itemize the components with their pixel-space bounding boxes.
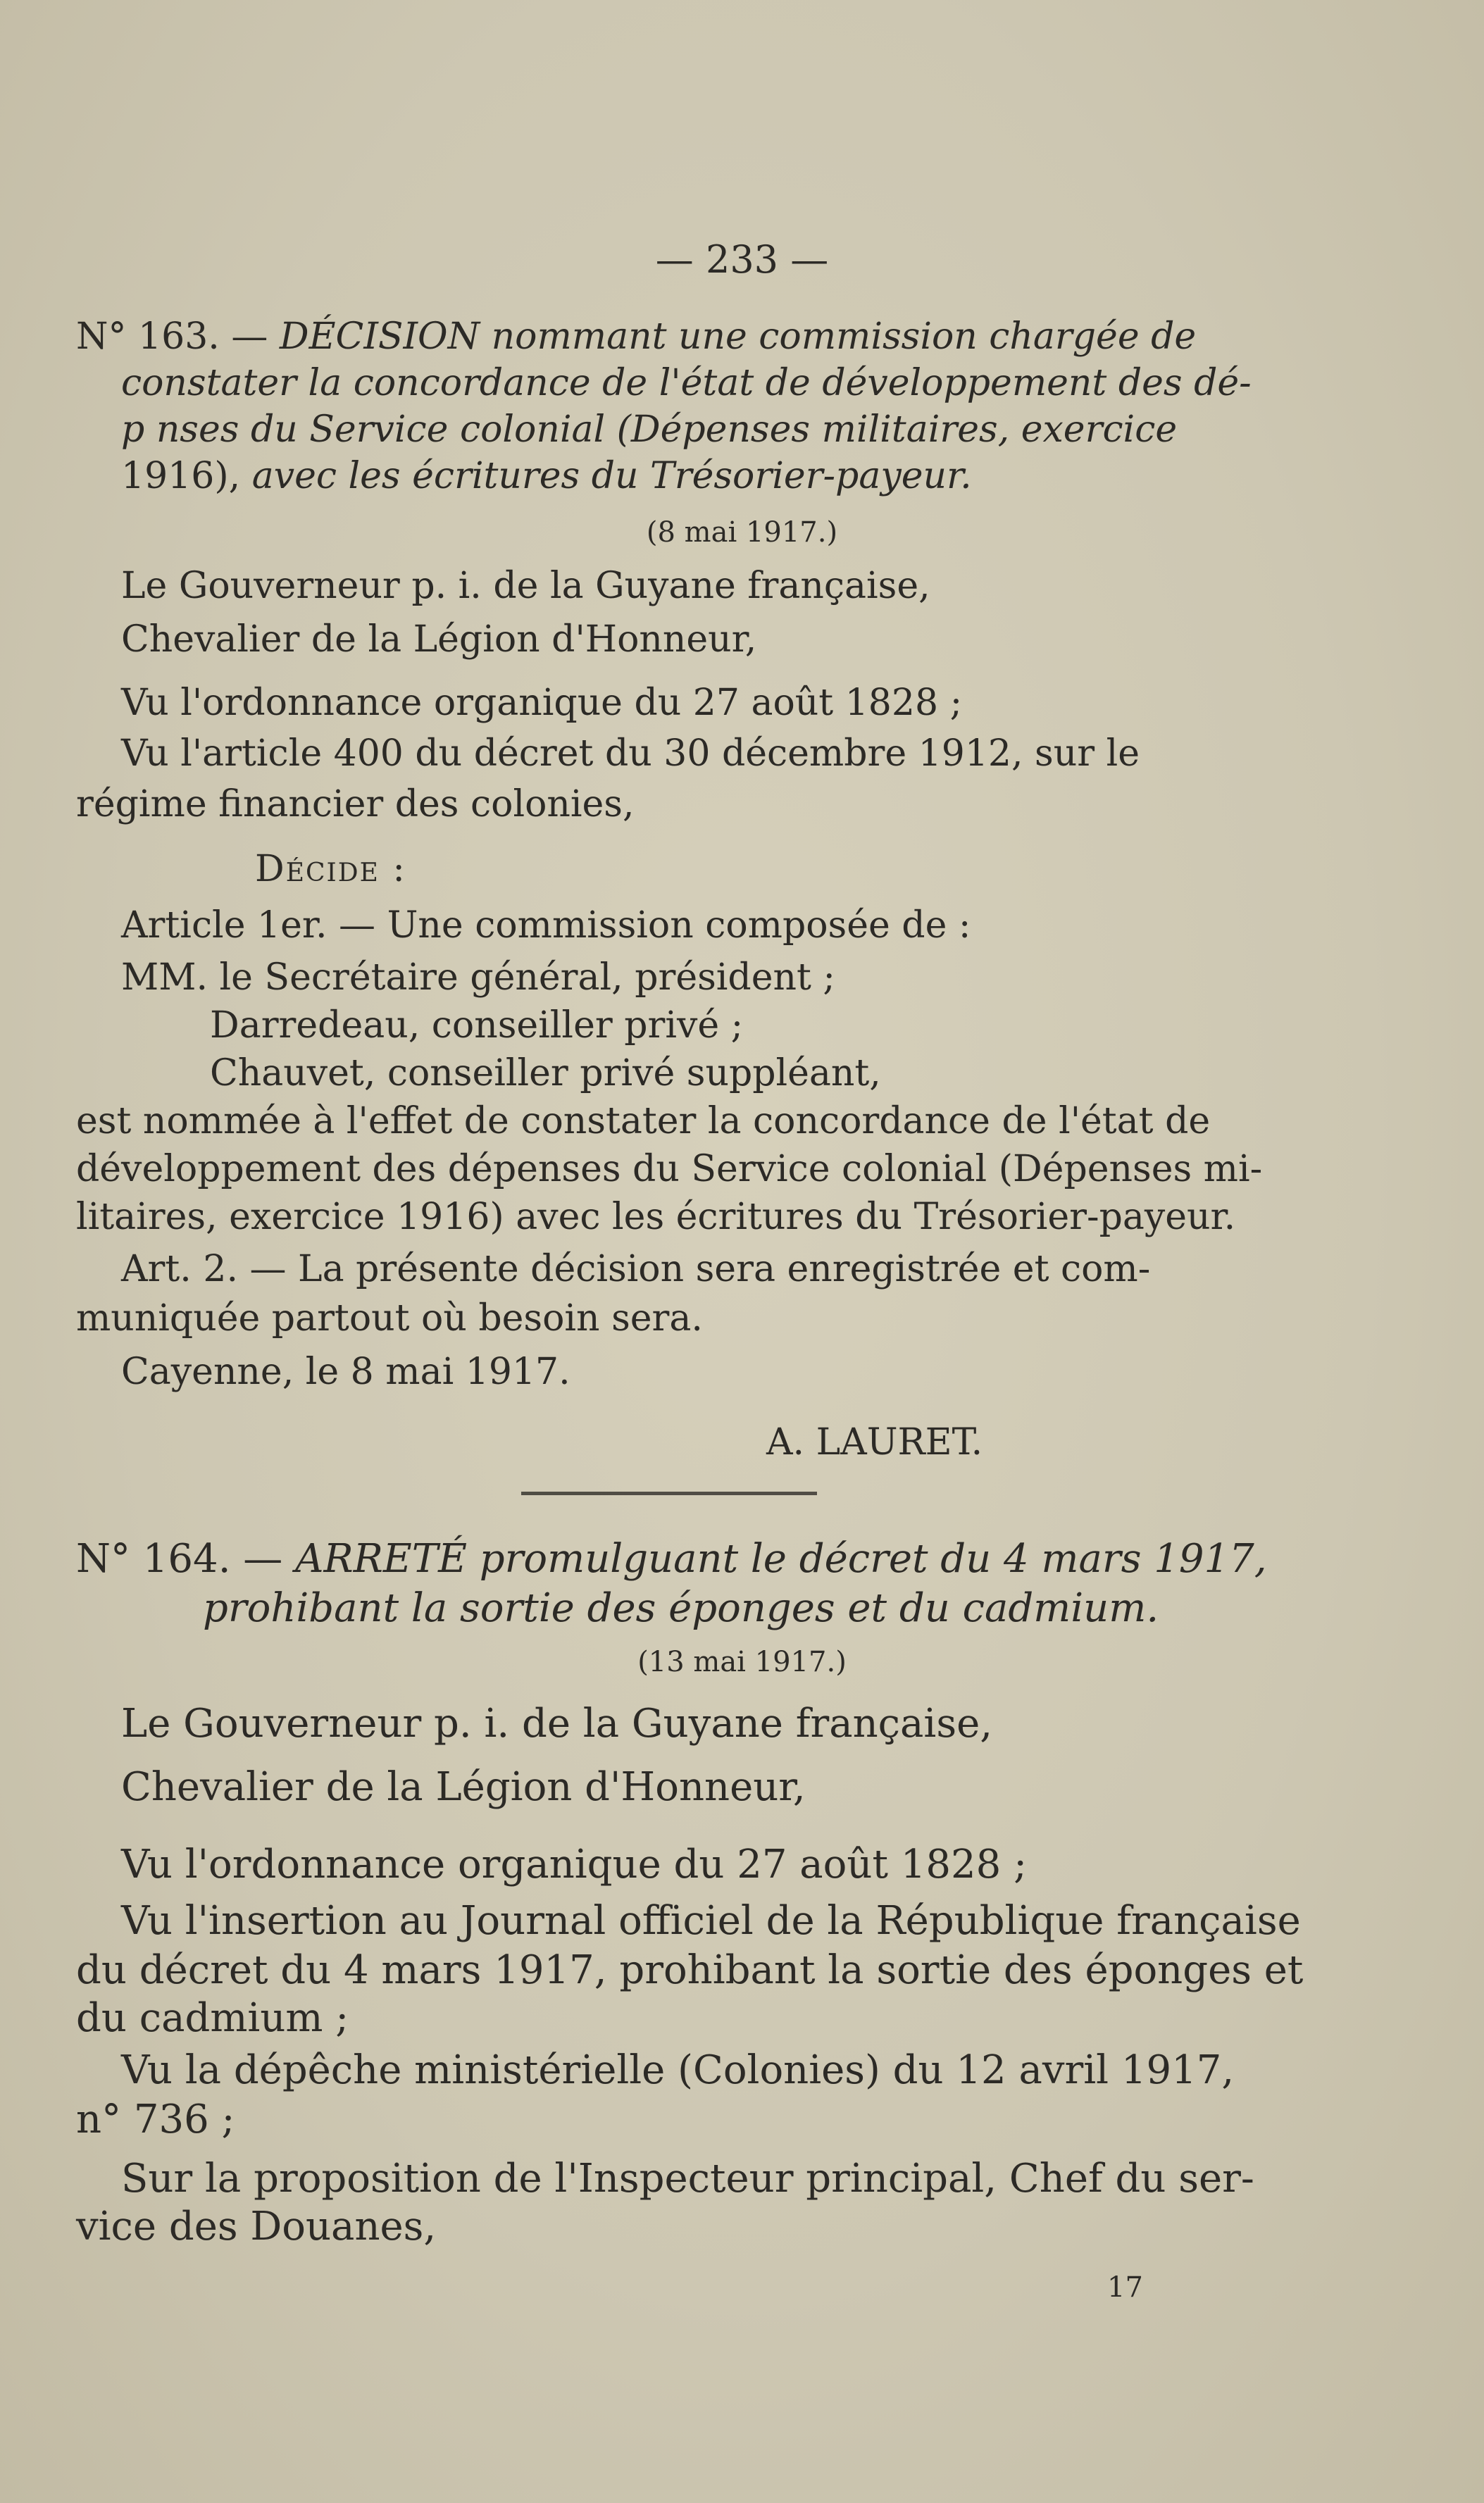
paragraph-line: du cadmium ; <box>76 1995 349 2041</box>
paragraph-line: vice des Douanes, <box>76 2204 437 2249</box>
decision-163-title-line: 1916), avec les écritures du Trésorier-payeur. <box>121 455 972 497</box>
paragraph-line: Chevalier de la Légion d'Honneur, <box>121 618 757 661</box>
paragraph-line: Darredeau, conseiller privé ; <box>210 1004 744 1047</box>
paragraph-line: développement des dépenses du Service colonial (Dépenses mi- <box>76 1148 1263 1190</box>
paragraph-line: Le Gouverneur p. i. de la Guyane française, <box>121 1701 993 1747</box>
decision-163-title <box>76 316 1197 358</box>
paragraph-line: Vu l'ordonnance organique du 27 août 1828 ; <box>121 1842 1027 1887</box>
paragraph-line: Le Gouverneur p. i. de la Guyane française, <box>121 565 930 607</box>
decision-163-number: N° 163. — <box>76 316 268 358</box>
paragraph-line: n° 736 ; <box>76 2097 235 2142</box>
decide-heading: Décide : <box>255 848 406 890</box>
paragraph-line: muniquée partout où besoin sera. <box>76 1297 703 1340</box>
decision-163-title-text: DÉCISION nommant une commission chargée de <box>279 316 1197 358</box>
decision-163-title-line: p nses du Service colonial (Dépenses militaires, exercice <box>121 408 1178 451</box>
paragraph-line: est nommée à l'effet de constater la concordance de l'état de <box>76 1100 1211 1142</box>
paragraph-line: Vu l'ordonnance organique du 27 août 1828 ; <box>121 682 963 724</box>
paragraph-line: Article 1er. — Une commission composée de : <box>121 904 971 947</box>
decision-163-title-line: constater la concordance de l'état de développement des dé- <box>121 362 1252 404</box>
paragraph-line: Art. 2. — La présente décision sera enregistrée et com- <box>121 1248 1151 1290</box>
paragraph-line: Vu l'insertion au Journal officiel de la République française <box>121 1898 1301 1944</box>
paragraph-line: Sur la proposition de l'Inspecteur principal, Chef du ser- <box>121 2156 1254 2202</box>
signature-mark: 17 <box>1107 2271 1143 2304</box>
paragraph-line: Cayenne, le 8 mai 1917. <box>121 1351 570 1393</box>
arrete-164-title <box>76 1536 1267 1582</box>
paragraph-line: Chevalier de la Légion d'Honneur, <box>121 1764 806 1810</box>
arrete-164-date: (13 mai 1917.) <box>637 1646 847 1678</box>
section-divider <box>521 1492 817 1495</box>
paragraph-line: Chauvet, conseiller privé suppléant, <box>210 1052 881 1094</box>
arrete-164-title-line: prohibant la sortie des éponges et du cadmium. <box>203 1585 1159 1631</box>
paragraph-line: MM. le Secrétaire général, président ; <box>121 956 835 999</box>
paragraph-line: litaires, exercice 1916) avec les écritures du Trésorier-payeur. <box>76 1196 1236 1238</box>
page-number-header: — 233 — <box>655 237 829 282</box>
paragraph-line: Vu l'article 400 du décret du 30 décembre 1912, sur le <box>121 732 1140 775</box>
decision-163-date: (8 mai 1917.) <box>646 516 838 549</box>
paragraph-line: Vu la dépêche ministérielle (Colonies) du 12 avril 1917, <box>121 2047 1235 2093</box>
paragraph-line: du décret du 4 mars 1917, prohibant la sortie des éponges et <box>76 1947 1304 1993</box>
signature: A. LAURET. <box>766 1421 983 1463</box>
arrete-164-title-text: ARRETÉ promulguant le décret du 4 mars 1917, <box>295 1536 1267 1582</box>
paragraph-line: régime financier des colonies, <box>76 783 635 825</box>
arrete-164-number: N° 164. — <box>76 1536 283 1582</box>
